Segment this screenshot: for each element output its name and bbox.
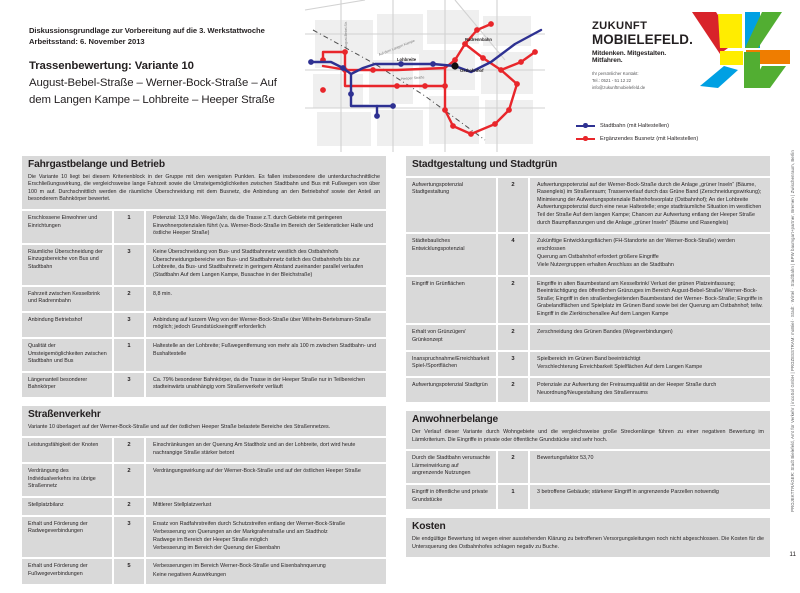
section-intro: Variante 10 überlagert auf der Werner-Bock-Straße und auf der östlichen Heeper Straße belastete Bereiche des Straßennetzes. [28, 423, 331, 430]
criterion-description [146, 287, 386, 311]
section-spacer [22, 399, 386, 406]
table-row [22, 287, 386, 311]
criterion-description [146, 438, 386, 462]
criterion-score: 2 [114, 498, 144, 515]
criterion-name: Durch die Stadtbahn verursachte Lärmeinwirkung auf angrenzende Nutzungen [406, 451, 496, 483]
criterion-description [146, 373, 386, 397]
table-row [22, 211, 386, 243]
section-intro: Die Variante 10 liegt bei diesem Kriterienblock in der Gruppe mit den wenigsten Punkten. Es fallen insbesondere die unterdurchschnittliche Erschließungswirkung, die vergleichsweise lange Fahrzeit sowie die Umsteigemöglichkeiten zwischen Stadtbahn und Bus mit Fußwegen von über 100 m auf. Durchschnittlich werden die räumliche Überschneidung mit dem Busnetz, die Anbindung an den Betriebshof sowie der Anteil an besonderem Bahnkörper bewertet. [28, 173, 380, 203]
table-row [22, 464, 386, 496]
criterion-name: Eingriff in Grünflächen [406, 277, 496, 324]
criterion-name: Erhalt von Grünzügen/ Grünkonzept [406, 325, 496, 349]
table-row [22, 313, 386, 337]
logo-word-zukunft: ZUKUNFT [592, 20, 648, 32]
criterion-description [530, 451, 770, 483]
logo-tagline: Mitdenken. Mitgestalten. Mitfahren. [592, 49, 667, 64]
section-header-strassenverkehr [22, 406, 386, 436]
logo-mark-icon [690, 8, 794, 90]
section-header-fahrgastbelange [22, 156, 386, 209]
criterion-score: 3 [114, 517, 144, 558]
table-row [22, 498, 386, 515]
criterion-score: 2 [498, 325, 528, 349]
table-row [406, 178, 770, 232]
imprint-spine [786, 150, 798, 540]
criterion-description-line: Verschlechterung Erreichbarkeit Spielflächen Auf dem Langen Kampe [537, 363, 703, 370]
section-intro: Der Verlauf dieser Variante durch Wohngebiete und die vergleichsweise große Streckenlänge führen zu einer negativen Bewertung im Lärmkriterium. Die Eingriffe in private oder öffentliche Grundstücke sind sehr hoch. [412, 429, 764, 443]
section-header-stadtgestaltung [406, 156, 770, 176]
route-map [305, 0, 545, 152]
criterion-description-line: Mittlerer Stellplatzverlust [153, 502, 212, 509]
kosten-title: Kosten [412, 521, 446, 533]
criterion-description-line: Ca. 79% besonderer Bahnkörper, da die Trasse in der Heeper Straße nur in Teilbereichen stadteinwärts unabhängig vom Straßenverkehr verläuft [153, 376, 365, 391]
section-spacer [22, 586, 386, 593]
criterion-description-line: Keine negativen Auswirkungen [153, 571, 227, 578]
legend-label-busnetz: Ergänzendes Busnetz (mit Haltestellen) [600, 135, 699, 142]
svg-text:Ostbahnhof: Ostbahnhof [460, 68, 484, 73]
criterion-name: Inanspruchnahme/Erreichbarkeit Spiel-/Sportflächen [406, 352, 496, 377]
legend-label-stadtbahn: Stadtbahn (mit Haltestellen) [600, 122, 670, 129]
svg-text:Heeper Straße: Heeper Straße [400, 75, 425, 81]
criterion-name: Räumliche Überschneidung der Einzugsbereiche von Bus und Stadtbahn [22, 245, 112, 285]
criterion-description [530, 485, 770, 509]
criterion-name: Verdrängung des Individualverkehrs ins übrige Straßennetz [22, 464, 112, 496]
criterion-name: Fahrzeit zwischen Kesselbrink und Radrennbahn [22, 287, 112, 311]
svg-text:Auf dem Langen Kampe: Auf dem Langen Kampe [377, 38, 416, 57]
criterion-score: 2 [498, 178, 528, 232]
criterion-score: 4 [498, 234, 528, 274]
criterion-description-line: Aufwertungspotenzial auf der Werner-Bock-Straße durch die Anlage „grüner Inseln“ (Bäume, Rasengleis) im Straßenraum; Trassenverlauf durch das Grüne Band (Zerschneidungswirkung); Minimierung der Aufwertungspotenziale Bahnhofsvorplatz (Ostbahnhof); An der Lohbreite Aufwertungspotenzial durch eine neue Haltestelle; enge stadträumliche Situation im westlichen Teil der Straße Auf dem langen Kampe; Chancen zur Aufwertung entlang der Heeper Straße durch Baumpflanzungen und die Anlage „grüner Inseln“ (Bäume und Rasengleis) [537, 181, 762, 226]
criterion-description [530, 352, 770, 377]
table-row [22, 339, 386, 371]
section-title: Fahrgastbelange und Betrieb [28, 159, 165, 170]
map-svg [305, 0, 545, 152]
criterion-description [530, 378, 770, 402]
criterion-name: Qualität der Umsteigemöglichkeiten zwischen Stadtbahn und Bus [22, 339, 112, 371]
table-row [22, 559, 386, 584]
criterion-name: Erhalt und Förderung der Fußwegeverbindungen [22, 559, 112, 584]
criterion-description-line: Zukünftige Entwicklungsflächen (FH-Standorte an der Werner-Bock-Straße) werden erschlossen [537, 238, 736, 252]
criterion-description-line: Verbesserung von Querungen an der Markgrafenstraße und am Stadtholz [153, 528, 328, 535]
contact-line-2: Tel.: 0521 - 51 12 22 [592, 77, 632, 83]
criterion-description [146, 211, 386, 243]
criterion-name: Leistungsfähigkeit der Knoten [22, 438, 112, 462]
section-spacer [406, 404, 770, 411]
criterion-description-line: Zerschneidung des Grünen Bandes (Wegeverbindungen) [537, 329, 673, 336]
criterion-description-line: Ersatz von Radfahrstreifen durch Schutzstreifen entlang der Werner-Bock-Straße [153, 520, 346, 527]
table-row [22, 517, 386, 558]
criterion-description [146, 498, 386, 515]
table-row [406, 352, 770, 377]
criterion-score: 2 [498, 451, 528, 483]
table-row [22, 373, 386, 397]
header-line-1: Diskussionsgrundlage zur Vorbereitung auf die 3. Werkstattwoche [29, 26, 265, 35]
criterion-score: 2 [114, 438, 144, 462]
busnetz-line-icon [576, 135, 595, 142]
criterion-name: Erschlossene Einwohner und Einrichtungen [22, 211, 112, 243]
criterion-name: Erhalt und Förderung der Radwegeverbindungen [22, 517, 112, 558]
section-title: Anwohnerbelange [412, 414, 499, 426]
criterion-score: 1 [114, 211, 144, 243]
criterion-description-line: Haltestelle an der Lohbreite; Fußwegentfernung von mehr als 100 m zwischen Stadtbahn- und Bushaltestelle [153, 342, 377, 357]
section-kosten [406, 518, 770, 557]
logo-contact [592, 70, 697, 91]
imprint-text: PROJEKTTRÄGER: Stadt Bielefeld, Amt für Verkehr | incoSol GmbH | PROZESSTRAM: moBiel · Stadt · Wirtel · Stadtbahn | BPW baumgart+partner, Bremen | Zwischenraum, Berlin [789, 150, 795, 512]
criterion-description-line: Potenzial: 13,9 Mio. Wege/Jahr, da die Trasse z.T. durch Gebiete mit geringeren Einwohnerpotenzialen führt (v.a. Werner-Bock-Straße im Bereich der Seidensticker Halle und östliche Heeper Straße) [153, 215, 374, 237]
criterion-description-line: Viele Nutzergruppen erhalten Anschluss an die Stadtbahn [537, 261, 674, 268]
criterion-score: 3 [114, 313, 144, 337]
right-column [406, 156, 770, 557]
criterion-description-line: Verbesserung im Bereich der Querung der Eisenbahn [153, 544, 281, 551]
kosten-text: Die endgültige Bewertung ist wegen einer ausstehenden Klärung zu betroffenen Versorgungsleitungen noch nicht abgeschlossen. Die Kosten für die Untersquerung des Ostbahnhofes schlagen negativ zu Buche. [412, 535, 764, 550]
criteria-table-fahrgastbelange [22, 211, 386, 397]
criterion-description [530, 277, 770, 324]
criterion-name: Städtebauliches Entwicklungspotenzial [406, 234, 496, 274]
criterion-description-line: Keine Überschneidung von Bus- und Stadtbahnnetz westlich des Ostbahnhofs [153, 248, 339, 255]
interchange-ostbahnhof [451, 62, 458, 69]
criterion-score: 2 [498, 378, 528, 402]
criterion-description-line: Bewertungsfaktor 53,70 [537, 455, 594, 462]
criterion-description-line: 8,8 min. [153, 290, 173, 297]
table-row [406, 485, 770, 509]
criterion-name: Stellplatzbilanz [22, 498, 112, 515]
criterion-score: 3 [114, 245, 144, 285]
logo-word-mobielefeld: MOBIELEFELD. [592, 31, 693, 47]
table-row [406, 378, 770, 402]
criterion-description [146, 339, 386, 371]
criterion-name: Aufwertungspotenzial Stadtgestaltung [406, 178, 496, 232]
criterion-description-line: Radwege im Bereich der Heeper Straße möglich [153, 536, 268, 543]
section-spacer [406, 511, 770, 518]
legend-item-busnetz [576, 135, 786, 142]
criterion-score: 2 [114, 287, 144, 311]
criterion-score: 1 [498, 485, 528, 509]
criterion-description [146, 517, 386, 558]
criterion-description-line: Verbesserungen im Bereich Werner-Bock-Straße und Eisenbahnquerung [153, 563, 326, 570]
criterion-description [146, 559, 386, 584]
criterion-description [146, 245, 386, 285]
criterion-description-line: Überschneidungsbereiche von Bus- und Stadtbahnnetz östlich des Ostbahnhofs bis zur Lohbreite, da Bus- und Stadtbahnnetz in geringem Abstand zueinander parallel verlaufen (Stadtbahn Auf dem Langen Kampe, Busachse in der Bleichstraße) [153, 256, 364, 279]
section-title: Stadtgestaltung und Stadtgrün [412, 159, 558, 170]
contact-line-3: info@zukunftmobielefeld.de [592, 84, 646, 90]
header-line-2: Arbeitsstand: 6. November 2013 [29, 37, 145, 46]
criterion-description-line: Potenziale zur Aufwertung der Freiraumqualität an der Heeper Straße durch Neuordnung/Neugestaltung des Straßenraums [537, 382, 717, 396]
criterion-description-line: Einschränkungen an der Querung Am Stadtholz und an der Lohbreite, dort wird heute nachrangige Straße stärker betont [153, 442, 356, 456]
criterion-description [530, 325, 770, 349]
contact-line-1: Ihr persönlicher Kontakt: [592, 70, 639, 76]
criteria-table-strassenverkehr [22, 438, 386, 584]
table-row [22, 438, 386, 462]
brand-logo [592, 20, 697, 91]
page-number: 11 [789, 551, 796, 558]
table-row [406, 277, 770, 324]
criterion-name: Längenanteil besonderer Bahnkörper [22, 373, 112, 397]
svg-text:Lohbreite: Lohbreite [397, 57, 417, 62]
criterion-description-line: Verdrängungswirkung auf der Werner-Bock-Straße und auf der östlichen Heeper Straße [153, 468, 361, 475]
criterion-score: 2 [498, 277, 528, 324]
map-legend [576, 122, 786, 148]
page-title: Trassenbewertung: Variante 10 [29, 60, 194, 72]
criterion-description [146, 464, 386, 496]
section-header-anwohnerbelange [406, 411, 770, 449]
criterion-description [530, 234, 770, 274]
criterion-description [146, 313, 386, 337]
criterion-description [530, 178, 770, 232]
criteria-table-stadtgestaltung [406, 178, 770, 403]
table-row [406, 234, 770, 274]
criterion-name: Aufwertungspotenzial Stadtgrün [406, 378, 496, 402]
criterion-name: Anbindung Betriebshof [22, 313, 112, 337]
criterion-score: 2 [114, 464, 144, 496]
criterion-description-line: 3 betroffene Gebäude; stärkerer Eingriff in angrenzende Parzellen notwendig [537, 489, 719, 496]
criterion-score: 1 [114, 339, 144, 371]
criterion-score: 5 [114, 559, 144, 584]
criterion-name: Eingriff in öffentliche und private Grundstücke [406, 485, 496, 509]
stadtbahn-line-icon [576, 122, 595, 129]
criterion-score: 3 [114, 373, 144, 397]
legend-item-stadtbahn [576, 122, 786, 129]
left-column [22, 156, 386, 593]
svg-text:August-Bebel-Str.: August-Bebel-Str. [344, 21, 348, 48]
svg-text:Radrennbahn: Radrennbahn [465, 37, 492, 42]
page-subtitle-line-2: dem Langen Kampe – Lohbreite – Heeper Straße [29, 93, 275, 106]
criterion-score: 3 [498, 352, 528, 377]
criterion-description-line: Eingriffe in alten Baumbestand am Kesselbrink/ Verlust der grünen Platzeinfassung; Beeinträchtigung des öffentlichen Grünzuges im Bereich August-Bebel-Straße/ Werner-Bock-Straße; Eingriff in den straßenbegleitenden Baumbestand der Werner- Bock-Straße; Eingriffe in Grabelandflächen und Spielplatz im Grünen Band sowie bei der Querung am Ostbahnhof; teilw. Eingriff in die Zierkirschenallee Auf dem Langen Kampe [537, 280, 763, 317]
criterion-description-line: Anbindung auf kurzem Weg von der Werner-Bock-Straße über Wilhelm-Bertelsmann-Straße möglich; jedoch Grundstückseingriff erforderlich [153, 316, 371, 331]
section-title: Straßenverkehr [28, 408, 101, 420]
table-row [22, 245, 386, 285]
criteria-table-anwohnerbelange [406, 451, 770, 509]
table-row [406, 451, 770, 483]
table-row [406, 325, 770, 349]
page-subtitle-line-1: August-Bebel-Straße – Werner-Bock-Straße – Auf [29, 77, 277, 90]
criterion-description-line: Spielbereich im Grünen Band beeinträchtigt [537, 355, 641, 362]
criterion-description-line: Querung am Ostbahnhof erfordert größere Eingriffe [537, 253, 659, 260]
